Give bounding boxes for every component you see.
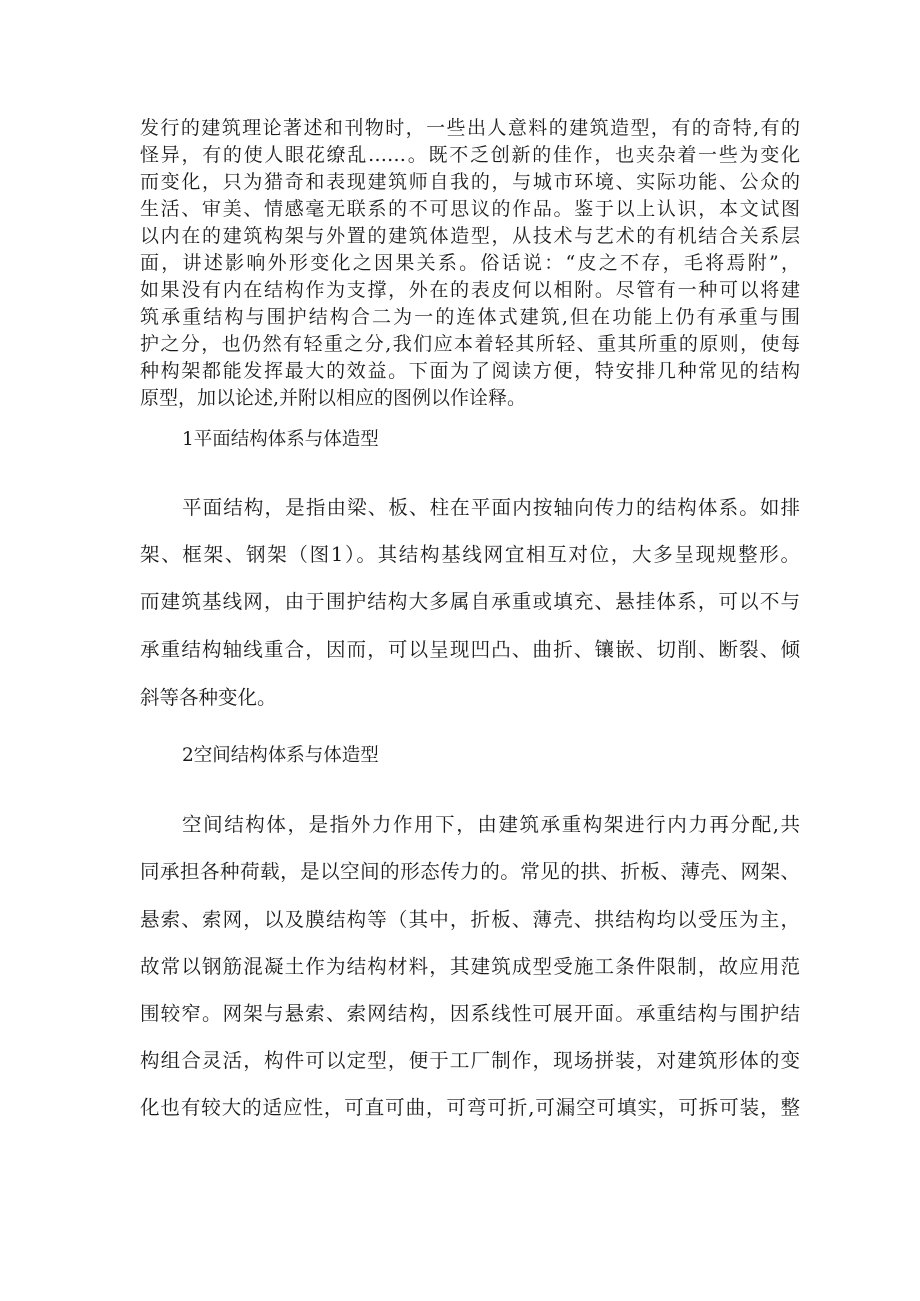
intro-line: 生活、审美、情感毫无联系的不可思议的作品。鉴于以上认识，本文试图 xyxy=(140,198,800,220)
paragraph-line: 承重结构轴线重合，因而，可以呈现凹凸、曲折、镶嵌、切削、断裂、倾 xyxy=(140,638,800,661)
intro-line: 发行的建筑理论著述和刊物时，一些出人意料的建筑造型，有的奇特,有的 xyxy=(140,117,800,139)
intro-line: 如果没有内在结构作为支撑，外在的表皮何以相附。尽管有一种可以将建 xyxy=(140,279,800,301)
paragraph-line: 同承担各种荷载，是以空间的形态传力的。常见的拱、折板、薄壳、网架、 xyxy=(140,860,800,883)
paragraph-line: 架、框架、钢架（图1）。其结构基线网宜相互对位，大多呈现规整形。 xyxy=(140,543,800,566)
intro-line: 而变化，只为猎奇和表现建筑师自我的，与城市环境、实际功能、公众的 xyxy=(140,171,800,193)
paragraph-line: 化也有较大的适应性，可直可曲，可弯可折,可漏空可填实，可拆可装，整 xyxy=(140,1096,800,1119)
intro-line: 原型，加以论述,并附以相应的图例以作诠释。 xyxy=(140,387,527,409)
paragraph-line: 悬索、索网，以及膜结构等（其中，折板、薄壳、拱结构均以受压为主， xyxy=(140,908,800,931)
intro-line: 种构架都能发挥最大的效益。下面为了阅读方便，特安排几种常见的结构 xyxy=(140,360,800,382)
paragraph-line: 斜等各种变化。 xyxy=(140,686,277,709)
paragraph-line: 而建筑基线网，由于围护结构大多属自承重或填充、悬挂体系，可以不与 xyxy=(140,590,800,613)
paragraph-line: 构组合灵活，构件可以定型，便于工厂制作，现场拼装，对建筑形体的变 xyxy=(140,1049,800,1072)
paragraph-line: 空间结构体，是指外力作用下，由建筑承重构架进行内力再分配,共 xyxy=(182,813,800,836)
paragraph-line: 围较窄。网架与悬索、索网结构，因系线性可展开面。承重结构与围护结 xyxy=(140,1002,800,1025)
intro-line: 以内在的建筑构架与外置的建筑体造型，从技术与艺术的有机结合关系层 xyxy=(140,225,800,247)
intro-line: 筑承重结构与围护结构合二为一的连体式建筑,但在功能上仍有承重与围 xyxy=(140,306,800,328)
paragraph-line: 平面结构，是指由梁、板、柱在平面内按轴向传力的结构体系。如排 xyxy=(182,496,800,519)
intro-line: 怪异，有的使人眼花缭乱……。既不乏创新的佳作，也夹杂着一些为变化 xyxy=(140,144,800,166)
intro-line: 面，讲述影响外形变化之因果关系。俗话说：“皮之不存，毛将焉附”， xyxy=(140,252,800,274)
section-1-heading: 1平面结构体系与体造型 xyxy=(182,429,379,450)
section-2-heading: 2空间结构体系与体造型 xyxy=(182,745,379,766)
intro-line: 护之分，也仍然有轻重之分,我们应本着轻其所轻、重其所重的原则，使每 xyxy=(140,333,800,355)
paragraph-line: 故常以钢筋混凝土作为结构材料，其建筑成型受施工条件限制，故应用范 xyxy=(140,955,800,978)
